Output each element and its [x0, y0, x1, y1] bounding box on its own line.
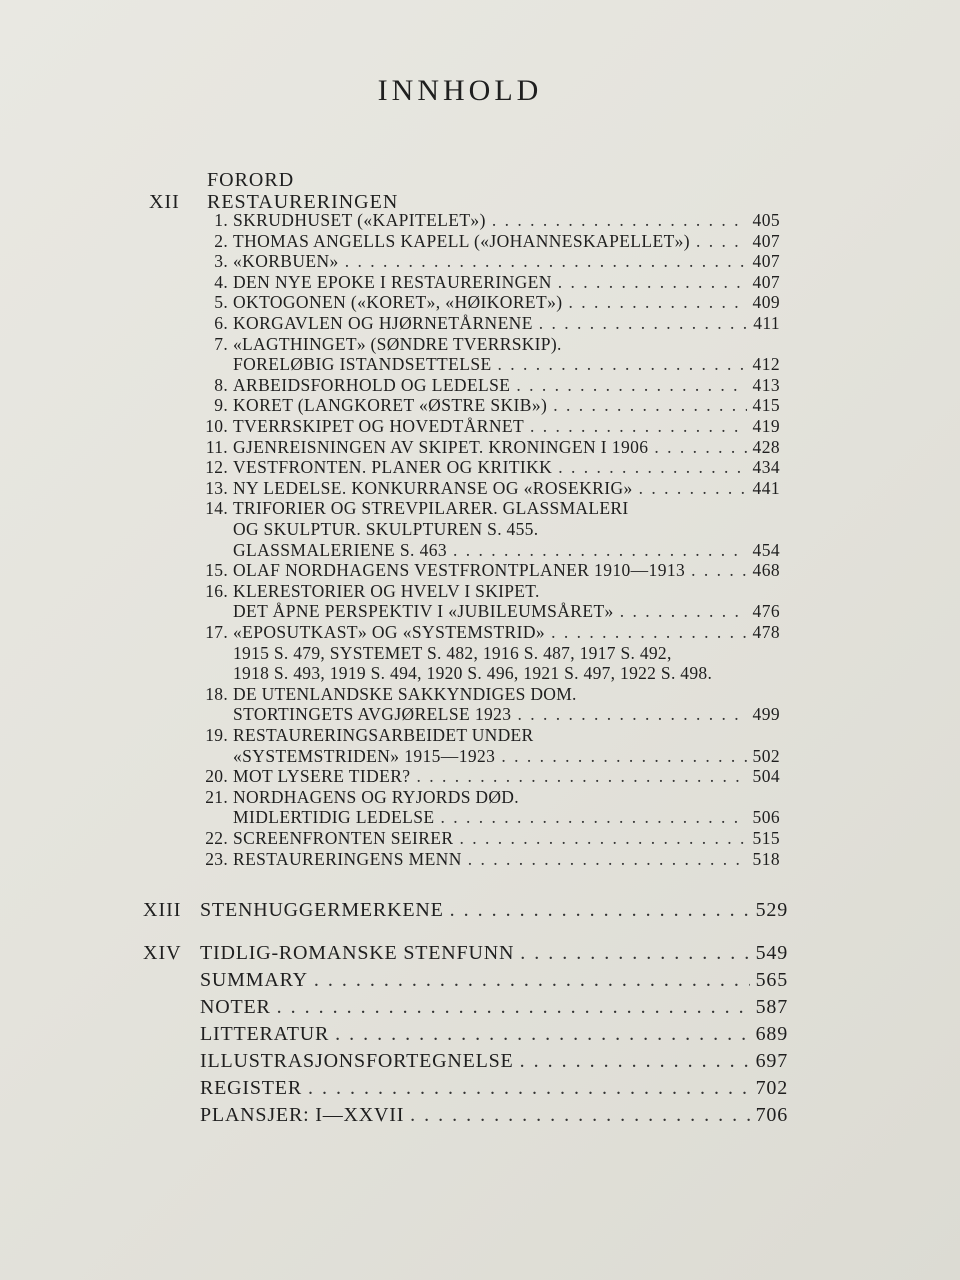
chapter-xiv-title: TIDLIG-ROMANSKE STENFUNN: [200, 942, 515, 964]
back-matter-register: [200, 1076, 788, 1100]
entry-title-continued: OG SKULPTUR. SKULPTUREN S. 455.: [233, 519, 539, 539]
toc-entry: [233, 540, 780, 560]
entry-page: 499: [752, 704, 780, 725]
entry-title: THOMAS ANGELLS KAPELL («JOHANNESKAPELLET»): [233, 230, 691, 251]
chapter-xiv-page: 549: [755, 942, 788, 964]
entry-title-continued: FORELØBIG ISTANDSETTELSE: [233, 354, 492, 375]
toc-entry: [233, 272, 780, 292]
entry-page: 441: [752, 477, 780, 498]
entry-title-continued: STORTINGETS AVGJØRELSE 1923: [233, 704, 512, 725]
leader-dots: [277, 995, 750, 1019]
leader-dots: [450, 898, 750, 922]
entry-page: 409: [752, 292, 780, 313]
leader-dots: [558, 272, 747, 292]
page-title: INNHOLD: [377, 74, 543, 107]
entry-page: 476: [752, 601, 780, 622]
entry-number: 10.: [205, 416, 228, 436]
chapter-xii-numeral: XII: [149, 191, 180, 213]
chapter-xiii-title: STENHUGGERMERKENE: [200, 899, 444, 921]
entry-page: 407: [752, 271, 780, 292]
leader-dots: [345, 251, 747, 271]
leader-dots: [501, 746, 746, 766]
leader-dots: [335, 1022, 750, 1046]
entry-number: 17.: [205, 622, 228, 642]
entry-number: 20.: [205, 766, 228, 787]
toc-entry: [233, 437, 780, 457]
back-matter-page: 565: [755, 969, 788, 991]
entry-number: 16.: [205, 580, 228, 601]
entry-title: NY LEDELSE. KONKURRANSE OG «ROSEKRIG»: [233, 477, 633, 498]
entry-number: 18.: [205, 683, 228, 704]
entry-page: 428: [752, 436, 780, 457]
entry-page: 413: [752, 374, 780, 395]
toc-entry: [233, 766, 780, 786]
entry-title: TRIFORIER OG STREVPILARER. GLASSMALERI: [233, 498, 629, 519]
toc-entry: [233, 457, 780, 477]
leader-dots: [539, 313, 747, 333]
entry-number: 19.: [205, 725, 228, 745]
entry-title: RESTAURERINGENS MENN: [233, 848, 462, 869]
entry-page: 407: [752, 230, 780, 251]
entry-number: 15.: [205, 560, 228, 581]
entry-title: DEN NYE EPOKE I RESTAURERINGEN: [233, 271, 552, 292]
back-matter-title: PLANSJER: I—XXVII: [200, 1104, 405, 1126]
entry-page: 415: [752, 395, 780, 416]
back-matter-title: ILLUSTRASJONSFORTEGNELSE: [200, 1050, 514, 1072]
back-matter-page: 689: [755, 1023, 788, 1045]
entry-page: 478: [752, 622, 780, 642]
entry-page: 411: [753, 313, 780, 333]
entry-page: 468: [752, 560, 780, 581]
entry-title: KORGAVLEN OG HJØRNETÅRNENE: [233, 313, 533, 333]
entry-number: 7.: [214, 333, 228, 354]
toc-entry: [233, 601, 780, 621]
entry-number: 1.: [214, 210, 228, 230]
back-matter-title: SUMMARY: [200, 969, 308, 991]
back-matter-title: LITTERATUR: [200, 1023, 330, 1045]
back-matter-page: 702: [755, 1077, 788, 1099]
leader-dots: [308, 1076, 750, 1100]
entry-page: 419: [752, 416, 780, 436]
chapter-xiii-page: 529: [755, 899, 788, 921]
toc-entry: [233, 210, 780, 230]
back-matter-page: 587: [755, 996, 788, 1018]
entry-page: 518: [752, 848, 780, 869]
entry-title: SCREENFRONTEN SEIRER: [233, 828, 454, 848]
leader-dots: [314, 968, 750, 992]
entry-page: 515: [752, 828, 780, 848]
entry-title: OLAF NORDHAGENS VESTFRONTPLANER 1910—1913: [233, 560, 686, 581]
leader-dots: [691, 560, 746, 580]
entry-number: 2.: [214, 230, 228, 251]
entry-number: 12.: [205, 457, 228, 478]
entry-title: GJENREISNINGEN AV SKIPET. KRONINGEN I 1906: [233, 436, 649, 457]
entry-number: 5.: [214, 292, 228, 313]
back-matter-page: 697: [755, 1050, 788, 1072]
entry-number: 6.: [214, 313, 228, 333]
toc-entry: [233, 622, 780, 642]
leader-dots: [410, 1103, 749, 1127]
entry-number: 11.: [205, 436, 228, 457]
entry-page: 407: [752, 251, 780, 272]
toc-entry: [233, 251, 780, 271]
entry-number: 13.: [205, 477, 228, 498]
chapter-xiv-numeral: XIV: [143, 942, 182, 964]
leader-dots: [459, 828, 746, 848]
toc-entry: [233, 292, 780, 312]
entry-page: 434: [752, 457, 780, 478]
entry-title: «EPOSUTKAST» OG «SYSTEMSTRID»: [233, 622, 546, 642]
leader-dots: [620, 601, 747, 621]
back-matter-summary: [200, 968, 788, 992]
entry-title: RESTAURERINGSARBEIDET UNDER: [233, 725, 534, 745]
toc-entry: [233, 231, 780, 251]
entry-number: 4.: [214, 271, 228, 292]
toc-entry: [233, 313, 780, 333]
leader-dots: [654, 437, 746, 457]
entry-number: 8.: [214, 374, 228, 395]
entry-title-continued: DET ÅPNE PERSPEKTIV I «JUBILEUMSÅRET»: [233, 601, 614, 622]
toc-entry: [233, 560, 780, 580]
leader-dots: [520, 1049, 750, 1073]
toc-entry: [233, 704, 780, 724]
back-matter-title: REGISTER: [200, 1077, 302, 1099]
entry-page: 405: [752, 210, 780, 230]
leader-dots: [498, 354, 747, 374]
toc-entry: [233, 354, 780, 374]
leader-dots: [416, 766, 746, 786]
entry-number: 3.: [214, 251, 228, 272]
entry-title: KORET (LANGKORET «ØSTRE SKIB»): [233, 395, 548, 416]
foreword-entry: FORORD: [207, 169, 295, 191]
back-matter-title: NOTER: [200, 996, 271, 1018]
entry-page: 502: [752, 745, 780, 766]
entry-title: SKRUDHUSET («KAPITELET»): [233, 210, 486, 230]
entry-title: OKTOGONEN («KORET», «HØIKORET»): [233, 292, 563, 313]
leader-dots: [468, 849, 747, 869]
entry-page: 454: [752, 539, 780, 560]
toc-entry: [233, 849, 780, 869]
toc-entry: [233, 416, 780, 436]
leader-dots: [639, 478, 747, 498]
entry-title: NORDHAGENS OG RYJORDS DØD.: [233, 786, 519, 807]
toc-entry: [233, 478, 780, 498]
entry-title: ARBEIDSFORHOLD OG LEDELSE: [233, 374, 511, 395]
entry-page: 412: [752, 354, 780, 375]
leader-dots: [492, 210, 747, 230]
chapter-xiv-entry: [200, 941, 788, 965]
entry-title: «KORBUEN»: [233, 251, 339, 272]
back-matter-noter: [200, 995, 788, 1019]
chapter-xiii-numeral: XIII: [143, 899, 182, 921]
entry-subpages: 1918 S. 493, 1919 S. 494, 1920 S. 496, 1921 S. 497, 1922 S. 498.: [233, 663, 713, 684]
entry-number: 22.: [205, 828, 228, 848]
entry-number: 9.: [214, 395, 228, 416]
entry-title-continued: GLASSMALERIENE S. 463: [233, 539, 448, 560]
leader-dots: [553, 395, 746, 415]
entry-title: TVERRSKIPET OG HOVEDTÅRNET: [233, 416, 525, 436]
leader-dots: [530, 416, 747, 436]
chapter-xiii-entry: [200, 898, 788, 922]
entry-number: 14.: [205, 498, 228, 519]
toc-entry: [233, 828, 780, 848]
toc-entry: [233, 746, 780, 766]
entry-title: DE UTENLANDSKE SAKKYNDIGES DOM.: [233, 683, 577, 704]
entry-title: MOT LYSERE TIDER?: [233, 766, 411, 787]
entry-page: 504: [752, 766, 780, 787]
back-matter-illustrasjoner: [200, 1049, 788, 1073]
entry-title-continued: «SYSTEMSTRIDEN» 1915—1923: [233, 745, 496, 766]
leader-dots: [453, 540, 747, 560]
entry-title: «LAGTHINGET» (SØNDRE TVERRSKIP).: [233, 333, 562, 354]
entry-number: 23.: [205, 848, 228, 869]
toc-entry: [233, 375, 780, 395]
leader-dots: [516, 375, 746, 395]
entry-title: KLERESTORIER OG HVELV I SKIPET.: [233, 580, 540, 601]
leader-dots: [551, 622, 746, 642]
leader-dots: [440, 807, 746, 827]
entry-page: 506: [752, 807, 780, 828]
leader-dots: [568, 292, 746, 312]
entry-subpages: 1915 S. 479, SYSTEMET S. 482, 1916 S. 487, 1917 S. 492,: [233, 642, 672, 663]
leader-dots: [520, 941, 749, 965]
back-matter-plansjer: [200, 1103, 788, 1127]
leader-dots: [558, 457, 746, 477]
back-matter-page: 706: [755, 1104, 788, 1126]
toc-entry: [233, 395, 780, 415]
entry-title-continued: MIDLERTIDIG LEDELSE: [233, 807, 435, 828]
leader-dots: [517, 704, 746, 724]
back-matter-litteratur: [200, 1022, 788, 1046]
entry-title: VESTFRONTEN. PLANER OG KRITIKK: [233, 457, 553, 478]
toc-entry: [233, 807, 780, 827]
entry-number: 21.: [205, 786, 228, 807]
leader-dots: [696, 231, 747, 251]
chapter-xii-title: RESTAURERINGEN: [207, 191, 399, 213]
